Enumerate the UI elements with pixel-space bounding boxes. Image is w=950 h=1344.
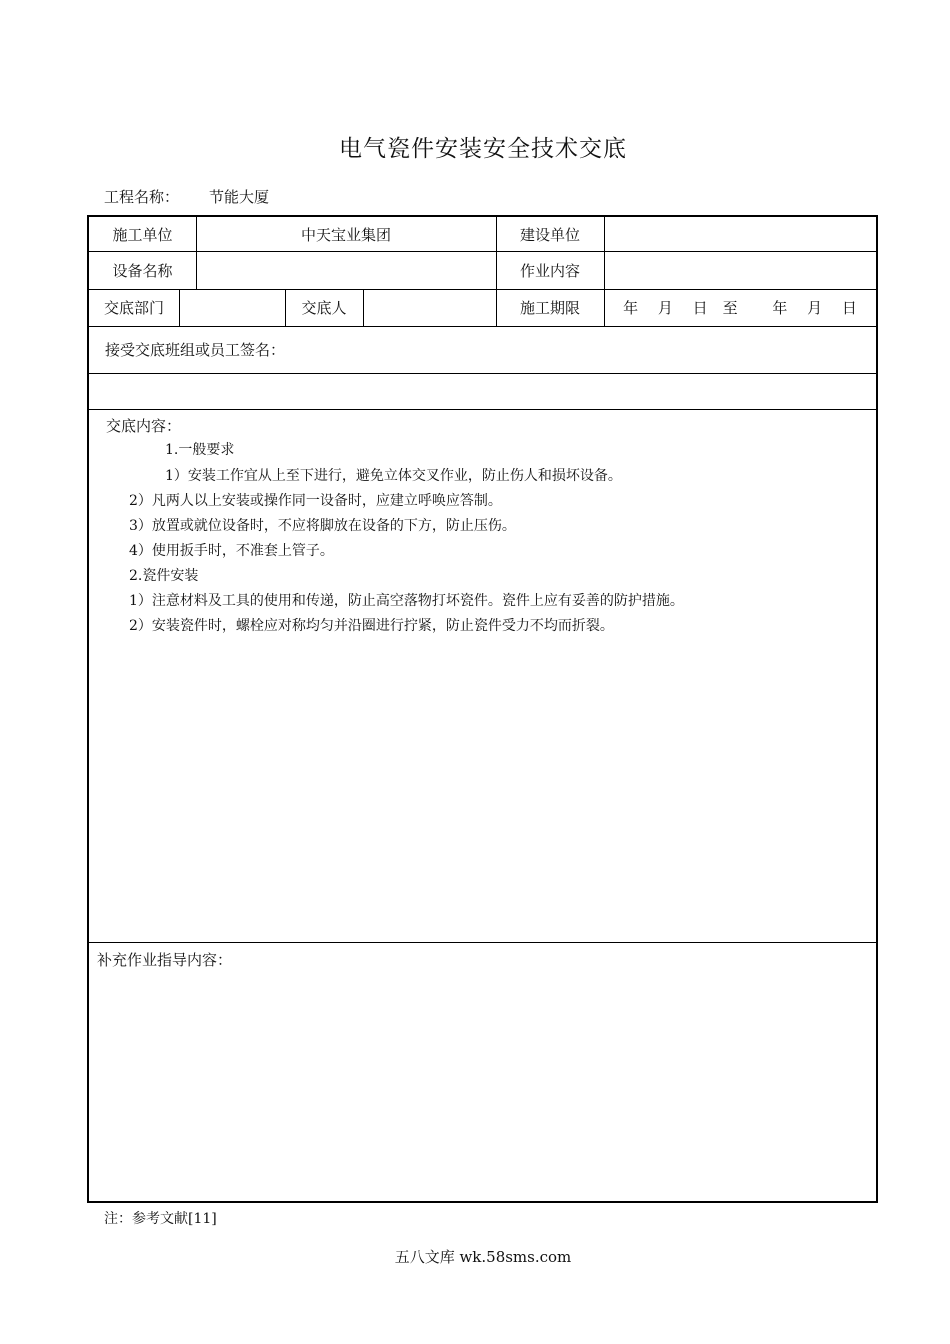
content-line: 4）使用扳手时，不准套上管子。 [129, 543, 334, 559]
page-title: 电气瓷件安装安全技术交底 [339, 136, 627, 162]
project-name-row [104, 186, 269, 207]
disclosure-table [87, 215, 878, 1203]
construction-period-label: 施工期限 [519, 299, 580, 317]
work-content-label: 作业内容 [519, 261, 580, 280]
content-line: 2.瓷件安装 [129, 568, 199, 584]
supplement-label: 补充作业指导内容： [97, 951, 233, 969]
equipment-name-label: 设备名称 [112, 261, 173, 280]
project-name-label: 工程名称： [104, 188, 180, 206]
content-line: 2）凡两人以上安装或操作同一设备时，应建立呼唤应答制。 [129, 493, 502, 509]
construction-unit-value: 中天宝业集团 [300, 225, 391, 244]
build-unit-label: 建设单位 [519, 225, 580, 244]
project-name-value: 节能大厦 [209, 188, 270, 206]
disclosure-dept-label: 交底部门 [103, 299, 164, 317]
equipment-name-value [196, 251, 496, 289]
footer-watermark: 五八文库 wk.58sms.com [394, 1248, 572, 1266]
signature-label: 接受交底班组或员工签名： [105, 341, 286, 359]
content-line: 2）安装瓷件时，螺栓应对称均匀并沿圈进行拧紧，防止瓷件受力不均而折裂。 [129, 618, 614, 634]
build-unit-value [604, 217, 876, 251]
disclosure-person-value [363, 289, 496, 326]
content-line: 1.一般要求 [165, 442, 235, 458]
reference-note: 注：参考文献[11] [104, 1211, 217, 1227]
disclosure-person-label: 交底人 [301, 299, 347, 317]
construction-unit-label: 施工单位 [112, 225, 173, 244]
row-divider [89, 373, 876, 374]
row-divider [89, 409, 876, 410]
construction-period-value: 年 月 日 至 年 月 日 [623, 299, 857, 317]
disclosure-dept-value [179, 289, 285, 326]
content-line: 1）注意材料及工具的使用和传递，防止高空落物打坏瓷件。瓷件上应有妥善的防护措施。 [129, 593, 684, 609]
content-line: 1）安装工作宜从上至下进行，避免立体交叉作业，防止伤人和损坏设备。 [165, 468, 622, 484]
content-label: 交底内容： [106, 417, 182, 435]
work-content-value [604, 251, 876, 289]
content-line: 3）放置或就位设备时，不应将脚放在设备的下方，防止压伤。 [129, 518, 516, 534]
row-divider [89, 942, 876, 943]
